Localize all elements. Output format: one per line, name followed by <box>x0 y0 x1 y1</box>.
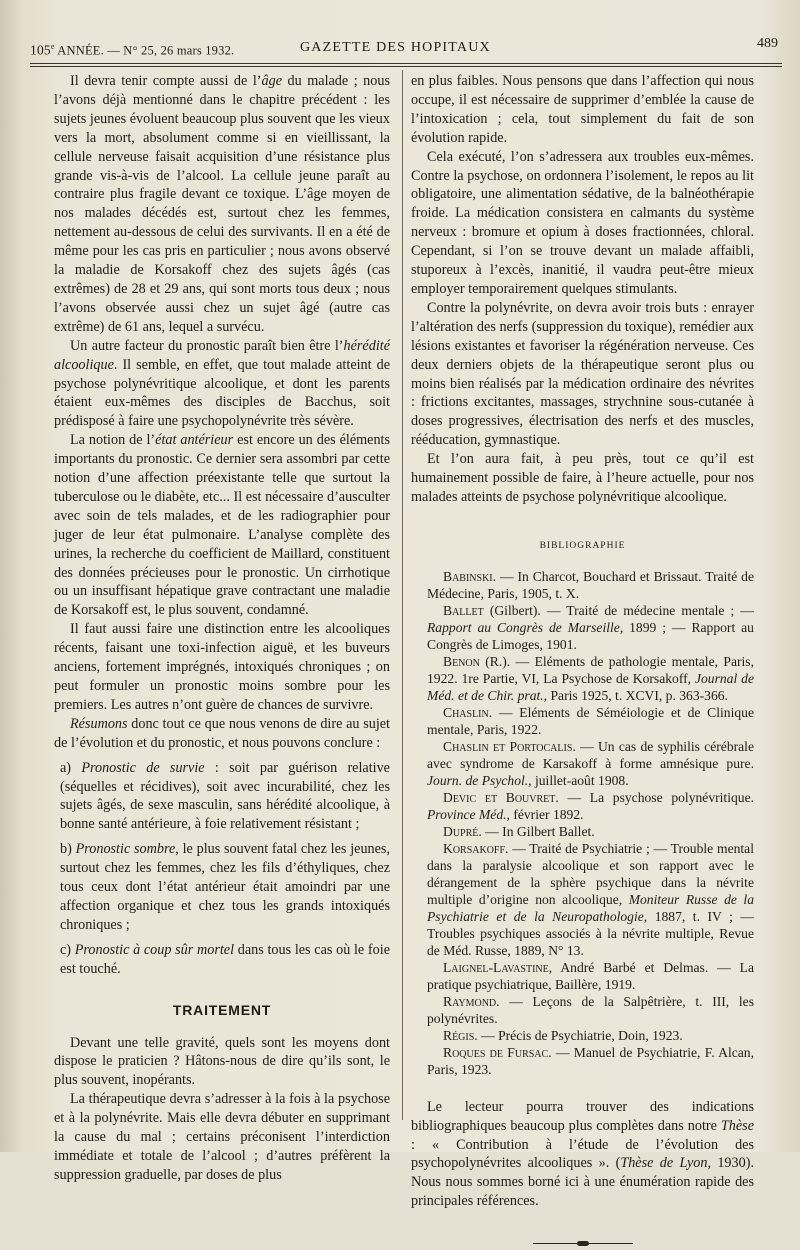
text: La notion de l’ <box>70 432 156 449</box>
bib-text: — In Charcot, Bouchard et Brissaut. Traité de Médecine, Paris, 1905, t. X. <box>427 568 754 601</box>
bib-text: — Traité de Psychiatrie ; — Trouble mental dans la paralysie alcoolique et son rapport avec le dérangement de la sphère psychique dans la névrite multiple d’origine non alcoolique, <box>427 840 754 907</box>
paragraph-lecteur <box>411 1098 754 1211</box>
end-ornament <box>411 1231 754 1250</box>
paragraph-heredite <box>54 337 390 432</box>
emphasis: âge <box>261 73 282 89</box>
bibliography-entry <box>411 738 754 789</box>
text: du malade ; nous l’avons déjà mentionné dans le chapitre précédent : les sujets jeunes évoluent beaucoup plus souvent que les vieux vers la mort, absolument comme si en vieillissant, la cellule nerveuse faisait acquisition d’une résistance plus grande vis-à-vis de l’alcool. La cellule jeune paraît au contraire plus fragile devant ce toxique. L’âge moyen de nos malades décédés est, surtout chez les femmes, nettement au-dessous de celui des survivants. Il en a été de même pour les cas pris en particulier ; nous avons observé la maladie de Korsakoff chez des sujets âgés (cas extrêmes) de 28 et 29 ans, qui sont morts tous deux ; nous l’avons observée aussi chez un sujet âgé (autre cas extrême) de 61 ans, lequel a survécu. <box>54 73 390 335</box>
text: : soit par guérison relative (séquelles et récidives), soit avec incurabilité, chez les sujets âgés, de sexe masculin, sans hérédité alcoolique, à bonne santé antérieure, à foie relativement résistant ; <box>60 759 390 833</box>
text: Le lecteur pourra trouver des indications bibliographiques beaucoup plus complètes dans notre <box>411 1098 754 1134</box>
bib-text: — Un cas de syphilis cérébrale avec syndrome de Karsakoff à forme amnésique pure. <box>427 738 754 771</box>
text: 1930). Nous nous sommes borné ici à une énumération rapide des principales références. <box>411 1155 754 1210</box>
emphasis: Pronostic à coup sûr mortel <box>74 941 235 958</box>
text: Il devra tenir compte aussi de l’ <box>70 73 262 89</box>
emphasis: hérédité alcoolique <box>54 337 390 373</box>
bib-author: Ballet <box>443 602 484 618</box>
bibliography-entry <box>411 568 754 602</box>
bib-author: Chaslin. <box>443 704 493 720</box>
bibliography-list <box>411 568 754 1078</box>
bib-author: Babinski. <box>443 568 497 584</box>
paragraph-etat-anterieur <box>54 431 390 620</box>
bib-author: Régis. <box>443 1027 478 1043</box>
bib-author: Raymond. <box>443 993 500 1009</box>
conclusion-item-a <box>54 759 390 835</box>
issue-year-number: 105 <box>30 42 51 58</box>
item-label: c) <box>60 941 75 958</box>
issue-date: ANNÉE. — N° 25, 26 mars 1932. <box>54 43 235 58</box>
bibliography-title: BIBLIOGRAPHIE <box>539 540 626 551</box>
bibliography-entry <box>411 823 754 840</box>
conclusion-item-b <box>54 840 390 935</box>
bibliography-entry <box>411 1044 754 1078</box>
bib-author: Benon <box>443 653 480 669</box>
text: , le plus souvent fatal chez les jeunes, surtout chez les femmes, chez les fils d’éthyliques, chez tous ceux dont l’état antérieur était amoindri par une affection organique et chez tous les grands intoxiqués chroniques ; <box>60 841 390 933</box>
paragraph-continuation: en plus faibles. Nous pensons que dans l’affection qui nous occupe, il est nécessaire de supprimer d’emblée la cause de l’intoxication ; cela, tout simplement du fait de son évolution rapide. <box>411 73 754 146</box>
bibliography-entry <box>411 840 754 959</box>
bibliography-entry <box>411 602 754 653</box>
header-rule <box>30 63 782 64</box>
bib-text-tail: 1887, t. IV ; — Troubles psychiques associés à la névrite multiple, Revue de Méd. Russe, 1889, N° 13. <box>427 908 754 958</box>
bibliography-entry <box>411 959 754 993</box>
bib-author: Roques de Fursac. <box>443 1044 552 1060</box>
paragraph-conclusion: Et l’on aura fait, à peu près, tout ce qu’il est humainement possible de faire, à l’heure actuelle, pour nos malades atteints de psychose polynévritique alcoolique. <box>411 451 754 505</box>
bibliography-entry <box>411 653 754 704</box>
emphasis: Pronostic de survie <box>81 759 205 776</box>
section-title-traitement: TRAITEMENT <box>172 1001 272 1018</box>
emphasis: Pronostic sombre <box>75 841 176 858</box>
paragraph-age <box>54 72 390 337</box>
bib-text: — Eléments de Séméiologie et de Clinique mentale, Paris, 1922. <box>427 704 754 737</box>
journal-title: GAZETTE DES HOPITAUX <box>300 40 491 55</box>
text: . Il semble, en effet, que tout malade atteint de psychose polynévritique alcoolique, et dont les parents étaient eux-mêmes des disciples de Bacchus, soit prédisposé à faire une psychopolynévrite très sévère. <box>54 356 390 430</box>
text: dans tous les cas où le foie est touché. <box>60 941 390 977</box>
bibliography-entry <box>411 789 754 823</box>
right-column <box>411 72 754 1250</box>
bib-source: Rapport au Congrès de Marseille, <box>427 619 624 635</box>
bibliography-entry <box>411 993 754 1027</box>
bib-author: Chaslin et Portocalis. <box>443 738 576 754</box>
text: est encore un des éléments importants du pronostic. Ce dernier sera assombri par cette notion d’une affection préexistante telle que surtout la tuberculose ou le diabète, etc... Il est nécessaire d’ausculter avec soin de tels malades, et de les radiographier pour juger de leur état pulmonaire. L’analyse complète des urines, la recherche du coefficient de Maillard, constituent des données précieuses pour le pronostic. Un cirrhotique ou un insuffisant hépatique grave contractant une maladie de Korsakoff est, le plus souvent, condamné. <box>54 432 391 619</box>
bib-author: Laignel-Lavastine, <box>443 959 553 975</box>
paragraph-psychose: Cela exécuté, l’on s’adressera aux troubles eux-mêmes. Contre la psychose, on ordonnera l’isolement, le repos au lit obligatoire, une alimentation sédative, de la balnéothérapie froide. La médication consistera en calmants du système nerveux : bromure et opium à doses fractionnées, chloral. Cependant, si l’on se trouve devant un malade affaibli, stuporeux à l’excès, inanitié, il vaudra peut-être mieux employer temporairement quelques stimulants. <box>411 148 754 297</box>
bib-text: (Gilbert). — Traité de médecine mentale ; — <box>483 602 754 618</box>
text: : « Contribution à l’étude de l’évolution des psychopolynévrites alcooliques ». ( <box>411 1136 754 1172</box>
item-label: a) <box>60 759 82 776</box>
conclusion-item-c <box>54 941 390 979</box>
text: donc tout ce que nous venons de dire au sujet de l’évolution et du pronostic, et nous pouvons conclure : <box>54 715 390 751</box>
bib-text: — Leçons de la Salpêtrière, t. III, les polynévrites. <box>427 993 754 1026</box>
bib-text: — Précis de Psychiatrie, Doin, 1923. <box>477 1027 683 1043</box>
paragraph-therapeutique: La thérapeutique devra s’adresser à la fois à la psychose et à la polynévrite. Mais elle devra débuter en supprimant la cause du mal ; certains préconisent l’interdiction immédiate et totale de l’alcool ; d’autres préfèrent la suppression graduelle, par doses de plus <box>54 1091 390 1183</box>
emphasis: état antérieur <box>155 432 234 449</box>
emphasis: Résumons <box>70 715 128 732</box>
bib-text: — Manuel de Psychiatrie, F. Alcan, Paris, 1923. <box>427 1044 754 1077</box>
bib-author: Dupré. <box>443 823 482 839</box>
ornament-rule <box>533 1243 633 1244</box>
emphasis: Thèse de Lyon, <box>620 1155 711 1172</box>
bib-text: — La psychose polynévritique. <box>558 789 754 805</box>
bib-source: Moniteur Russe de la Psychiatrie et de la Neuropathologie, <box>427 891 755 924</box>
paragraph-distinction: Il faut aussi faire une distinction entre les alcooliques récents, faisant une toxi-infection aiguë, et les buveurs anciens, fortement imprégnés, intoxiqués chroniques ; on peut formuler un pronostic moins sombre pour les premiers. Les autres n’ont guère de chances de survivre. <box>54 621 390 713</box>
item-label: b) <box>60 841 76 858</box>
bib-text-tail: Paris 1925, t. XCVI, p. 363-366. <box>547 687 728 703</box>
bib-text: (R.). — Eléments de pathologie mentale, Paris, 1922. 1re Partie, VI, La Psychose de Korsakoff, <box>427 653 754 686</box>
bib-text-tail: février 1892. <box>509 806 584 822</box>
bib-author: Devic et Bouvret. <box>443 789 559 805</box>
issue-info <box>30 42 234 59</box>
bibliography-entry <box>411 704 754 738</box>
bib-text-tail: juillet-août 1908. <box>531 772 629 788</box>
paragraph-polynevrite: Contre la polynévrite, on devra avoir trois buts : enrayer l’altération des nerfs (suppression du toxique), remédier aux lésions existantes et favoriser la régénération nerveuse. Ces deux derniers objets de la thérapeutique seront plus ou moins bien réalisés par la médication ordinaire des névrites : frictions excitantes, massages, strychnine sous-cutanée à doses progressives, électrisation des nerfs et des muscles, rééducation, gymnastique. <box>411 299 754 449</box>
bib-text: — In Gilbert Ballet. <box>481 823 595 839</box>
bibliography-entry <box>411 1027 754 1044</box>
issue-year-sup: e <box>50 42 55 51</box>
bib-source: Journal de Méd. et de Chir. prat., <box>427 670 754 703</box>
running-header <box>30 36 778 58</box>
paragraph-gravite: Devant une telle gravité, quels sont les moyens dont dispose le praticien ? Hâtons-nous de dire qu’ils sont, le plus souvent, inopérants. <box>54 1034 390 1089</box>
header-rule-double <box>30 66 782 67</box>
bib-source: Journ. de Psychol., <box>427 772 532 788</box>
bib-text: André Barbé et Delmas. — La pratique psychiatrique, Baillère, 1919. <box>427 959 754 992</box>
bib-source: Province Méd., <box>427 806 510 822</box>
emphasis: Thèse <box>720 1117 754 1134</box>
page-number: 489 <box>757 36 778 51</box>
column-divider <box>402 70 403 1120</box>
left-column <box>54 72 390 1185</box>
text: Un autre facteur du pronostic paraît bien être l’ <box>70 337 344 354</box>
paragraph-resumons <box>54 715 390 753</box>
bib-author: Korsakoff. <box>443 840 509 856</box>
bib-text-tail: 1899 ; — Rapport au Congrès de Limoges, 1901. <box>427 619 754 652</box>
